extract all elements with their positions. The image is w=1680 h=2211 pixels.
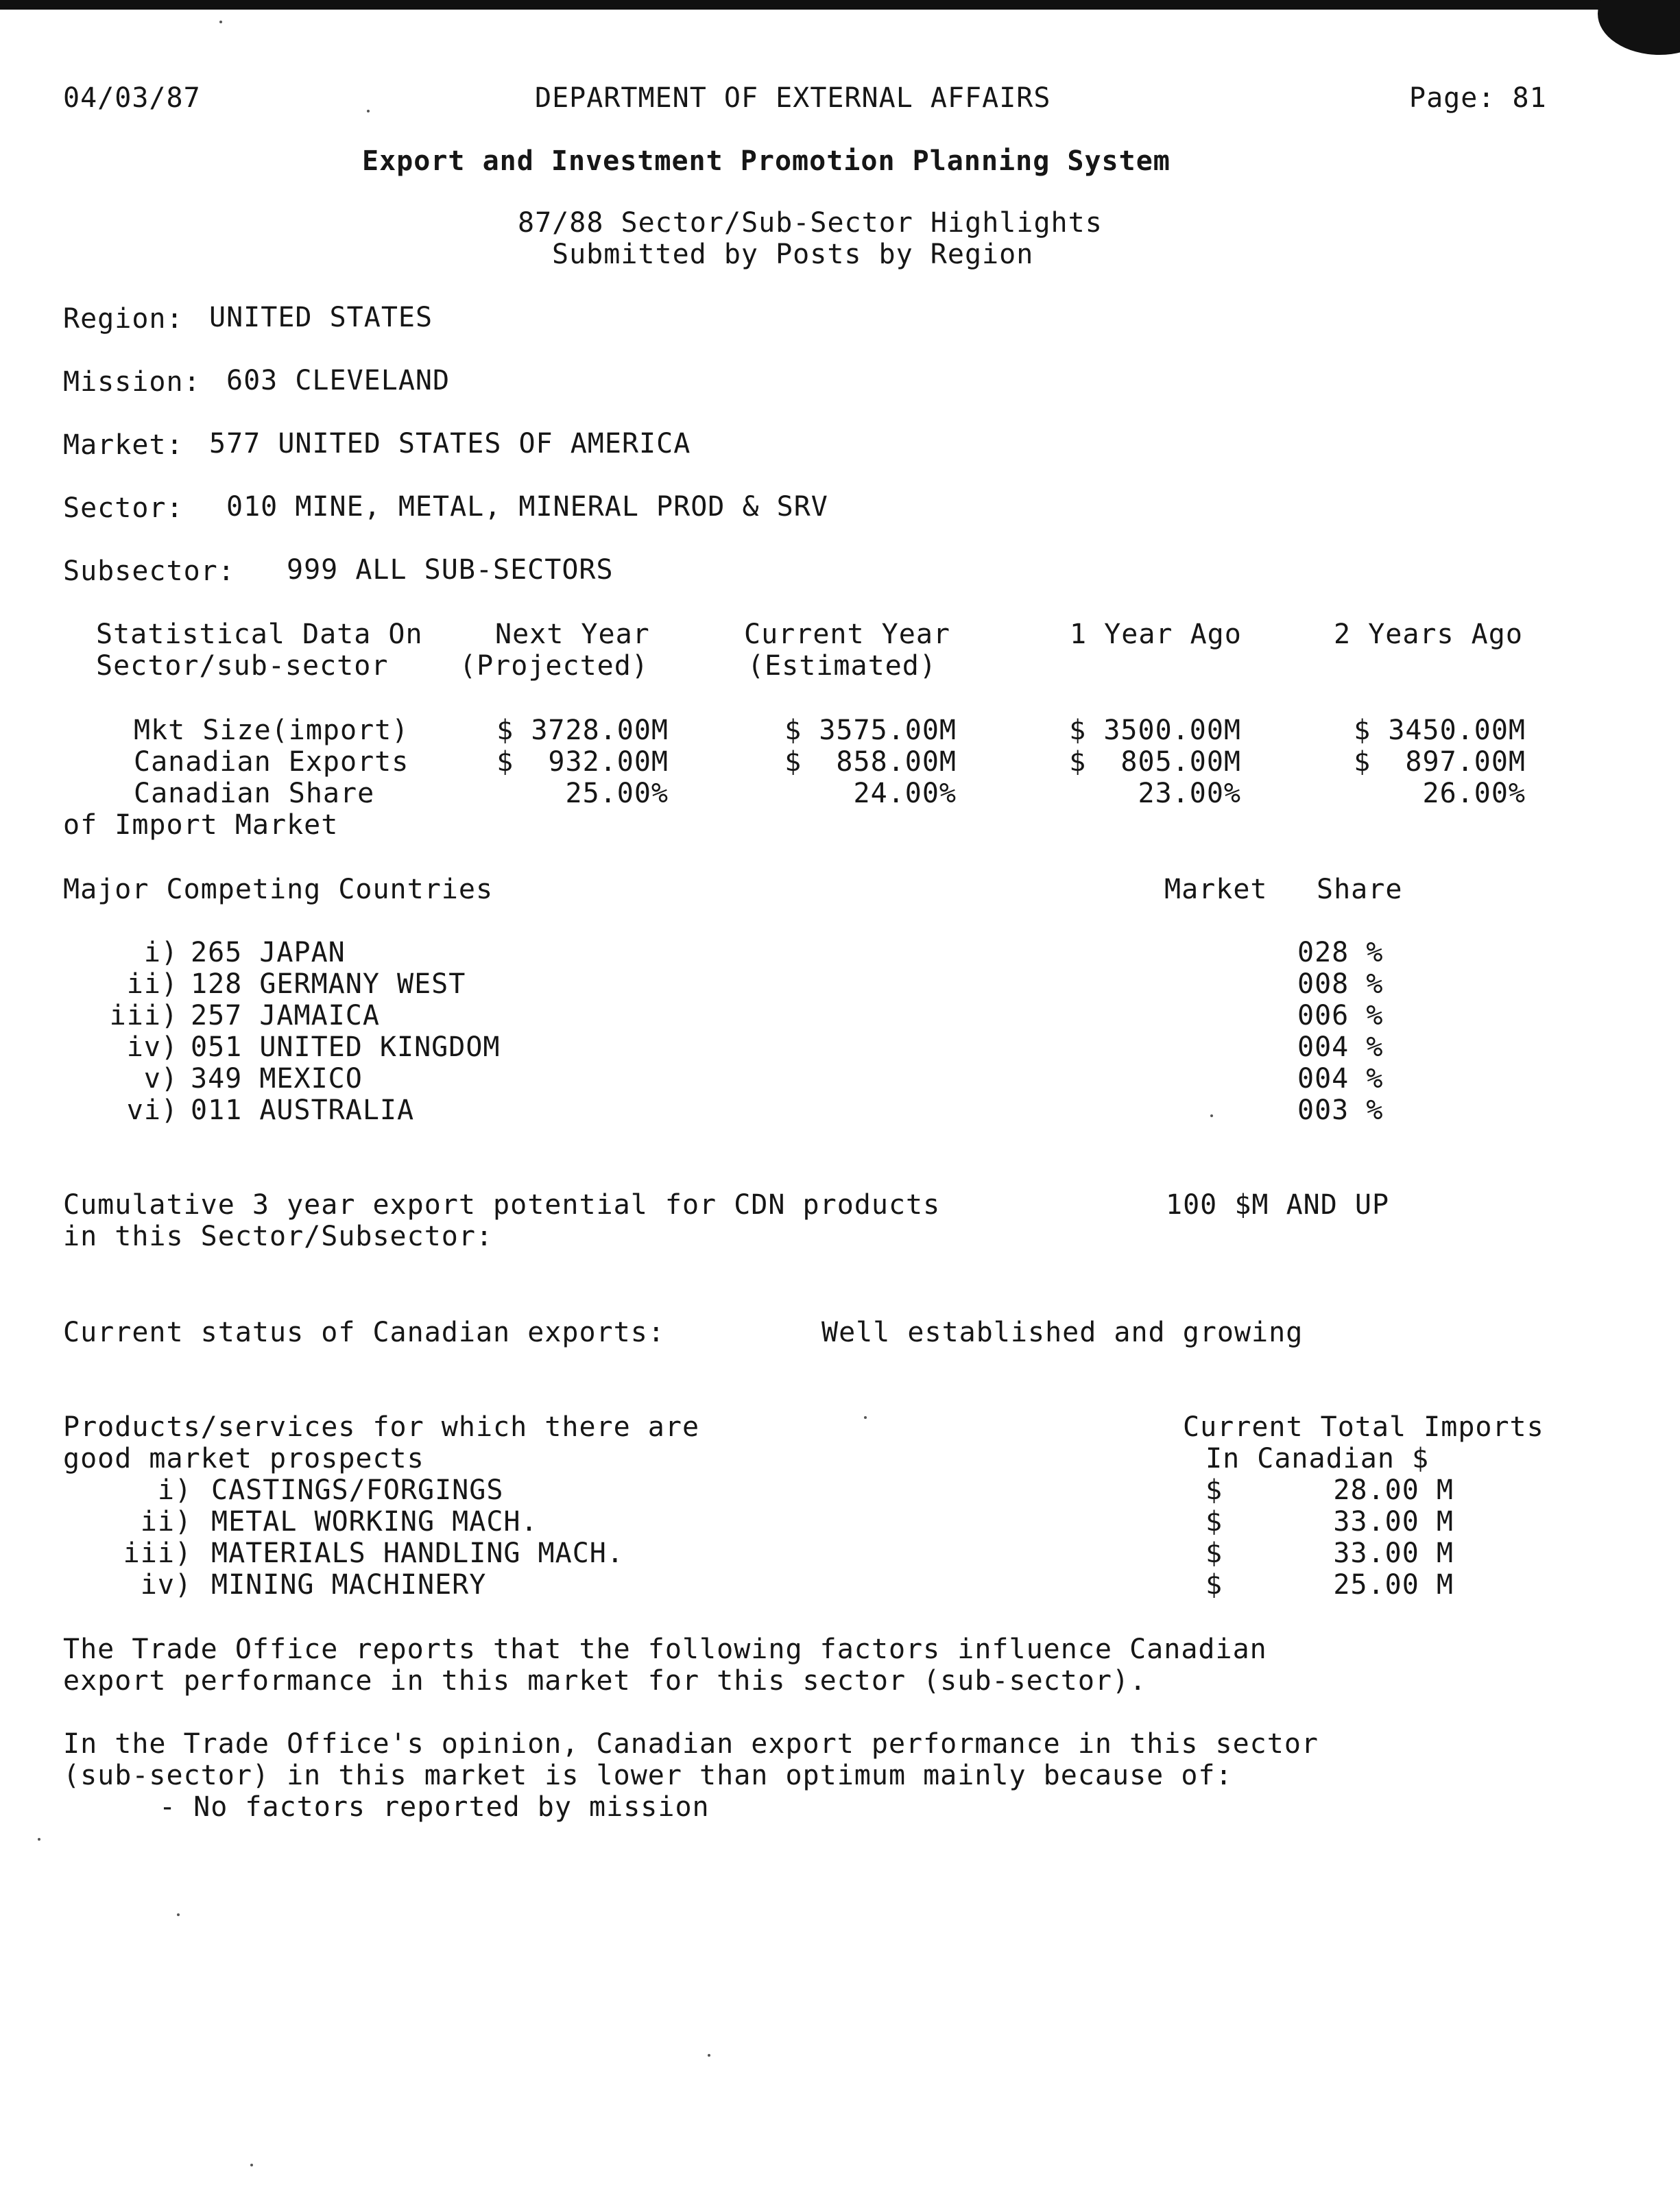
list-item-number: vi) (126, 1095, 178, 1126)
stats-cell: $ 897.00M (1354, 746, 1526, 778)
col-current-year: Current Year (744, 619, 950, 650)
competitor-share: 008 % (1297, 968, 1384, 1000)
competitor-country: 257 JAMAICA (191, 1000, 380, 1031)
products-heading-line1: Products/services for which there are (63, 1411, 700, 1443)
stats-cell: $ 932.00M (496, 746, 669, 778)
stats-cell: 23.00% (1138, 778, 1241, 809)
stats-cell: 25.00% (565, 778, 669, 809)
scan-speck (1210, 1114, 1213, 1117)
subsector-value: 999 ALL SUB-SECTORS (287, 554, 614, 586)
subsector-label: Subsector: (63, 555, 235, 587)
scan-speck (219, 21, 222, 23)
report-subtitle: Submitted by Posts by Region (552, 239, 1034, 270)
product-amount: 28.00 M (1333, 1474, 1454, 1506)
product-name: MATERIALS HANDLING MACH. (211, 1538, 624, 1569)
product-name: METAL WORKING MACH. (211, 1506, 538, 1538)
list-item-number: iv) (126, 1031, 178, 1063)
stats-cell: $ 3575.00M (784, 715, 957, 746)
potential-line1: Cumulative 3 year export potential for CDN products (63, 1189, 941, 1221)
scan-speck (38, 1838, 40, 1841)
market-label: Market: (63, 429, 184, 461)
list-item-number: ii) (126, 968, 178, 1000)
stats-cell: $ 3728.00M (496, 715, 669, 746)
stats-header-line1: Statistical Data On (96, 619, 423, 650)
list-item-number: iv) (140, 1569, 192, 1601)
competitors-heading: Major Competing Countries (63, 874, 494, 905)
factors-para1-line2: export performance in this market for this sector (sub-sector). (63, 1665, 1147, 1697)
col-next-year-note: (Projected) (459, 650, 649, 682)
product-name: CASTINGS/FORGINGS (211, 1474, 504, 1506)
potential-line2: in this Sector/Subsector: (63, 1221, 494, 1252)
list-item-number: i) (157, 1474, 192, 1506)
col-current-year-note: (Estimated) (747, 650, 937, 682)
competitor-share: 006 % (1297, 1000, 1384, 1031)
department-name: DEPARTMENT OF EXTERNAL AFFAIRS (535, 82, 1051, 114)
product-name: MINING MACHINERY (211, 1569, 487, 1601)
scan-speck (864, 1416, 867, 1419)
system-title: Export and Investment Promotion Planning System (362, 145, 1171, 177)
competitor-country: 265 JAPAN (191, 937, 346, 968)
mission-value: 603 CLEVELAND (226, 365, 451, 396)
potential-value: 100 $M AND UP (1166, 1189, 1390, 1221)
stats-row-label: Canadian Exports (134, 746, 409, 778)
market-value: 577 UNITED STATES OF AMERICA (209, 428, 691, 459)
product-amount: 33.00 M (1333, 1506, 1454, 1538)
products-col-line1: Current Total Imports (1183, 1411, 1544, 1443)
report-title: 87/88 Sector/Sub-Sector Highlights (518, 207, 1103, 239)
list-item-number: iii) (123, 1538, 192, 1569)
list-item-number: v) (143, 1063, 178, 1095)
scan-top-edge (0, 0, 1680, 10)
stats-cell: $ 805.00M (1069, 746, 1241, 778)
sector-value: 010 MINE, METAL, MINERAL PROD & SRV (226, 491, 828, 523)
scan-speck (177, 1913, 180, 1916)
scan-speck (708, 2054, 710, 2057)
product-amount: 25.00 M (1333, 1569, 1454, 1601)
scan-corner-mark (1598, 0, 1680, 55)
competitor-share: 028 % (1297, 937, 1384, 968)
product-currency: $ (1205, 1538, 1223, 1569)
competitor-country: 011 AUSTRALIA (191, 1095, 415, 1126)
competitor-country: 128 GERMANY WEST (191, 968, 466, 1000)
stats-cell: $ 3500.00M (1069, 715, 1241, 746)
products-heading-line2: good market prospects (63, 1443, 424, 1474)
competitor-share: 003 % (1297, 1095, 1384, 1126)
mission-label: Mission: (63, 366, 201, 398)
list-item-number: iii) (109, 1000, 178, 1031)
factors-para2-line2: (sub-sector) in this market is lower than optimum mainly because of: (63, 1760, 1233, 1791)
competitor-share: 004 % (1297, 1063, 1384, 1095)
region-value: UNITED STATES (209, 302, 433, 333)
stats-cell: 24.00% (853, 778, 957, 809)
stats-row-label-cont: of Import Market (63, 809, 339, 841)
status-label: Current status of Canadian exports: (63, 1317, 665, 1348)
report-date: 04/03/87 (63, 82, 201, 114)
stats-cell: 26.00% (1422, 778, 1526, 809)
stats-cell: $ 858.00M (784, 746, 957, 778)
competitors-col-market: Market (1164, 874, 1268, 905)
product-currency: $ (1205, 1569, 1223, 1601)
competitors-col-share: Share (1317, 874, 1403, 905)
competitor-country: 349 MEXICO (191, 1063, 363, 1095)
scan-speck (367, 110, 370, 112)
stats-row-label: Mkt Size(import) (134, 715, 409, 746)
scan-speck (250, 2164, 253, 2166)
product-amount: 33.00 M (1333, 1538, 1454, 1569)
factors-para1-line1: The Trade Office reports that the following factors influence Canadian (63, 1634, 1267, 1665)
region-label: Region: (63, 303, 184, 335)
list-item-number: i) (143, 937, 178, 968)
factors-bullet: - No factors reported by mission (159, 1791, 710, 1823)
product-currency: $ (1205, 1474, 1223, 1506)
competitor-share: 004 % (1297, 1031, 1384, 1063)
sector-label: Sector: (63, 492, 184, 524)
col-2-years-ago: 2 Years Ago (1334, 619, 1523, 650)
factors-para2-line1: In the Trade Office's opinion, Canadian export performance in this sector (63, 1728, 1319, 1760)
products-col-line2: In Canadian $ (1205, 1443, 1430, 1474)
status-value: Well established and growing (821, 1317, 1304, 1348)
page-number: Page: 81 (1409, 82, 1547, 114)
competitor-country: 051 UNITED KINGDOM (191, 1031, 501, 1063)
col-next-year: Next Year (495, 619, 650, 650)
stats-cell: $ 3450.00M (1354, 715, 1526, 746)
product-currency: $ (1205, 1506, 1223, 1538)
list-item-number: ii) (140, 1506, 192, 1538)
stats-row-label: Canadian Share (134, 778, 375, 809)
col-1-year-ago: 1 Year Ago (1070, 619, 1242, 650)
stats-header-line2: Sector/sub-sector (96, 650, 389, 682)
